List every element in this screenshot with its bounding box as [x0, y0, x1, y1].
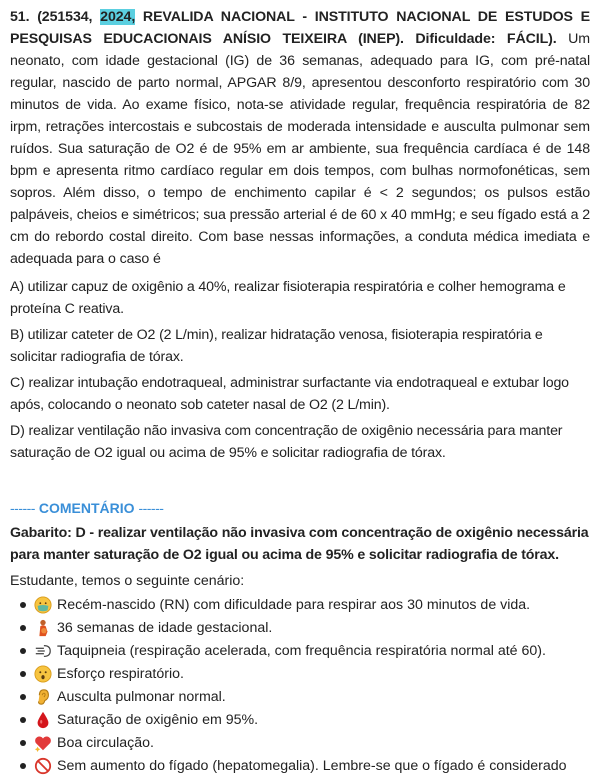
question-year-highlight: 2024,: [100, 9, 136, 25]
bullet-icon: [20, 740, 26, 746]
list-item: [20, 617, 590, 639]
option-b: B) utilizar cateter de O2 (2 L/min), realizar hidratação venosa, fisioterapia respiratória e solicitar radiografia de tórax.: [10, 327, 543, 365]
sparkling-heart-icon: [34, 734, 52, 752]
bullet-icon: [20, 648, 26, 654]
question-code: (251534,: [37, 9, 93, 25]
question-text: [10, 6, 590, 270]
surprised-face-icon: [34, 665, 52, 683]
list-item: [20, 594, 590, 616]
list-item: [20, 755, 590, 777]
list-item: [20, 640, 590, 662]
ear-icon: [34, 688, 52, 706]
finding-text: Sem aumento do fígado (hepatomegalia). Lembre-se que o fígado é considerado: [57, 758, 567, 774]
comment-dashes-left: ------: [10, 500, 35, 516]
comment-header: [10, 498, 590, 518]
bullet-icon: [20, 602, 26, 608]
list-item: [20, 663, 590, 685]
pregnant-woman-icon: [34, 619, 52, 637]
finding-text: Boa circulação.: [57, 735, 154, 751]
finding-text: Saturação de oxigênio em 95%.: [57, 712, 259, 728]
answer-options: [10, 276, 590, 464]
prohibited-icon: [34, 757, 52, 775]
findings-list: [10, 594, 590, 777]
option-c: C) realizar intubação endotraqueal, administrar surfactante via endotraqueal e extubar logo após, colocando o neonato sob cateter nasal de O2 (2 L/min).: [10, 375, 569, 413]
question-source: REVALIDA NACIONAL - INSTITUTO NACIONAL DE ESTUDOS E PESQUISAS EDUCACIONAIS ANÍSIO TEIXEIRA (INEP). Dificuldade: FÁCIL).: [10, 9, 590, 47]
comment-dashes-right: ------: [138, 500, 164, 516]
question-stem: Um neonato, com idade gestacional (IG) de 36 semanas, adequado para IG, com pré-natal regular, nascido de parto normal, APGAR 8/9, apresentou desconforto respiratório com 30 minutos de vida. Ao exame físico, nota-se atividade regular, frequência respiratória de 82 irpm, retrações intercostais e subcostais de moderada intensidade e ausculta pulmonar sem ruídos. Sua saturação de O2 é de 95% em ar ambiente, sua frequência cardíaca é de 148 bpm e apresenta ritmo cardíaco regular em dois tempos, com bulhas normofonéticas, sem sopros. Além disso, o tempo de enchimento capilar é < 2 segundos; os pulsos estão palpáveis, cheios e simétricos; sua pressão arterial é de 60 x 40 mmHg; e seu fígado está a 2 cm do rebordo costal direito. Com base nessas informações, a conduta médica imediata e adequada para o caso é: [10, 31, 590, 267]
bullet-icon: [20, 763, 26, 769]
option-a: A) utilizar capuz de oxigênio a 40%, realizar fisioterapia respiratória e colher hemograma e proteína C reativa.: [10, 279, 566, 317]
question-number: 51.: [10, 9, 30, 25]
option-d: D) realizar ventilação não invasiva com concentração de oxigênio necessária para manter saturação de O2 igual ou acima de 95% e solicitar radiografia de tórax.: [10, 423, 563, 461]
list-item: [20, 709, 590, 731]
list-item: [20, 686, 590, 708]
comment-title: COMENTÁRIO: [38, 500, 135, 516]
finding-text: Ausculta pulmonar normal.: [57, 689, 226, 705]
finding-text: 36 semanas de idade gestacional.: [57, 620, 273, 636]
finding-text: Esforço respiratório.: [57, 666, 184, 682]
bullet-icon: [20, 717, 26, 723]
finding-text: Taquipneia (respiração acelerada, com frequência respiratória normal até 60).: [57, 643, 546, 659]
answer-key: Gabarito: D - realizar ventilação não invasiva com concentração de oxigênio necessária para manter saturação de O2 igual ou acima de 95% e solicitar radiografia de tórax.: [10, 525, 589, 563]
list-item: [20, 732, 590, 754]
bullet-icon: [20, 694, 26, 700]
bullet-icon: [20, 625, 26, 631]
comment-intro: Estudante, temos o seguinte cenário:: [10, 573, 245, 589]
dashing-away-icon: [34, 642, 52, 660]
masked-face-icon: [34, 596, 52, 614]
bullet-icon: [20, 671, 26, 677]
finding-text: Recém-nascido (RN) com dificuldade para respirar aos 30 minutos de vida.: [57, 597, 531, 613]
drop-of-blood-icon: [34, 711, 52, 729]
